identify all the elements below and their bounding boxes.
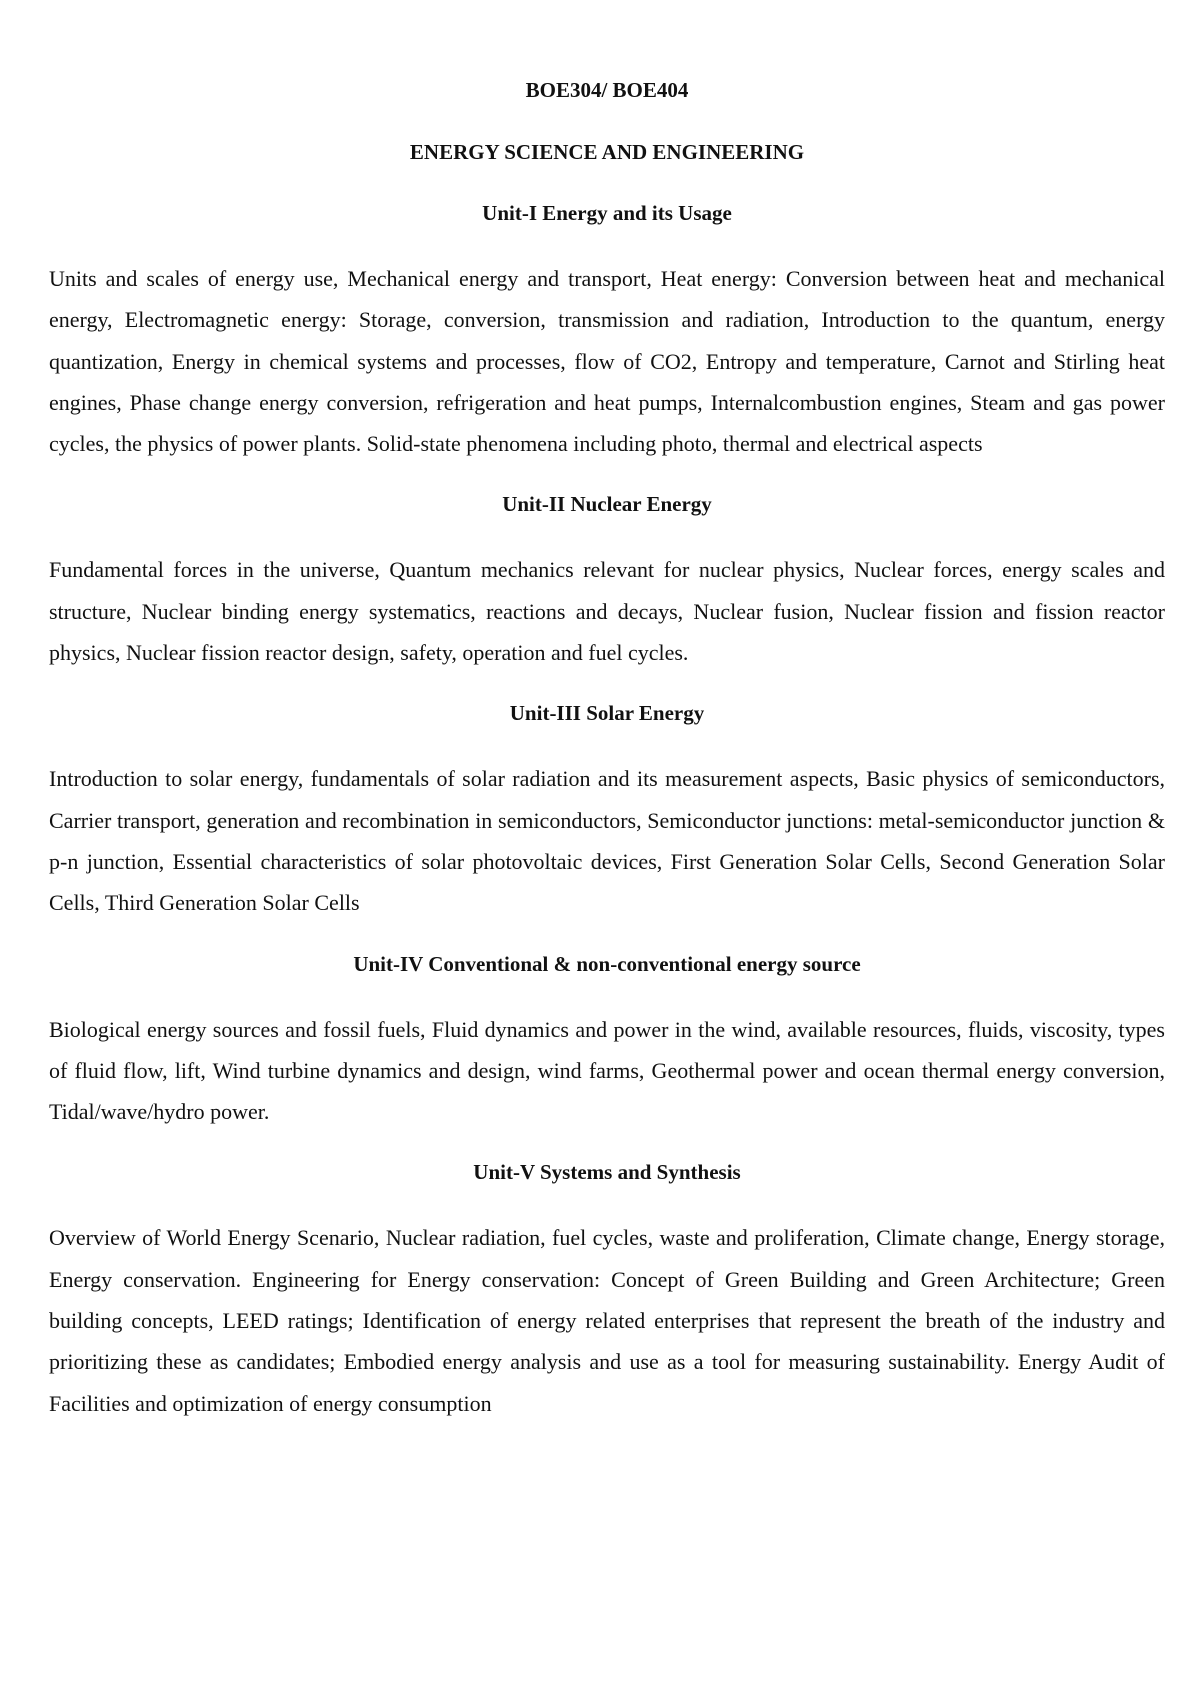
unit-heading: Unit-V Systems and Synthesis xyxy=(473,1160,741,1185)
unit-section-1 xyxy=(49,199,1165,464)
course-title: ENERGY SCIENCE AND ENGINEERING xyxy=(409,140,805,164)
unit-section-4 xyxy=(49,950,1165,1133)
unit-heading: Unit-III Solar Energy xyxy=(509,701,705,726)
unit-heading: Unit-IV Conventional & non-conventional energy source xyxy=(353,951,861,976)
unit-section-2 xyxy=(49,490,1165,673)
unit-section-5 xyxy=(49,1158,1165,1423)
unit-heading: Unit-I Energy and its Usage xyxy=(482,201,732,225)
unit-body: Biological energy sources and fossil fuels, Fluid dynamics and power in the wind, available resources, fluids, viscosity, types of fluid flow, lift, Wind turbine dynamics and design, wind farms, Geothermal power and ocean thermal energy conversion, Tidal/wave/hydro power. xyxy=(49,1016,1165,1125)
unit-body: Overview of World Energy Scenario, Nuclear radiation, fuel cycles, waste and proliferation, Climate change, Energy storage, Energy conservation. Engineering for Energy conservation: Concept of Green Building and Green Architecture; Green building concepts, LEED ratings; Identification of energy related enterprises that represent the breath of the industry and prioritizing these as candidates; Embodied energy analysis and use as a tool for measuring sustainability. Energy Audit of Facilities and optimization of energy consumption xyxy=(49,1225,1165,1416)
unit-body: Units and scales of energy use, Mechanical energy and transport, Heat energy: Conversion between heat and mechanical energy, Electromagnetic energy: Storage, conversion, transmission and radiation, Introduction to the quantum, energy quantization, Energy in chemical systems and processes, flow of CO2, Entropy and temperature, Carnot and Stirling heat engines, Phase change energy conversion, refrigeration and heat pumps, Internalcombustion engines, Steam and gas power cycles, the physics of power plants. Solid-state phenomena including photo, thermal and electrical aspects xyxy=(49,266,1165,457)
unit-body: Introduction to solar energy, fundamentals of solar radiation and its measurement aspects, Basic physics of semiconductors, Carrier transport, generation and recombination in semiconductors, Semiconductor junctions: metal-semiconductor junction & p-n junction, Essential characteristics of solar photovoltaic devices, First Generation Solar Cells, Second Generation Solar Cells, Third Generation Solar Cells xyxy=(49,766,1165,916)
unit-heading: Unit-II Nuclear Energy xyxy=(502,492,712,517)
course-code: BOE304/ BOE404 xyxy=(525,78,689,102)
unit-section-3 xyxy=(49,699,1165,923)
unit-body: Fundamental forces in the universe, Quantum mechanics relevant for nuclear physics, Nuclear forces, energy scales and structure, Nuclear binding energy systematics, reactions and decays, Nuclear fusion, Nuclear fission and fission reactor physics, Nuclear fission reactor design, safety, operation and fuel cycles. xyxy=(49,557,1165,666)
